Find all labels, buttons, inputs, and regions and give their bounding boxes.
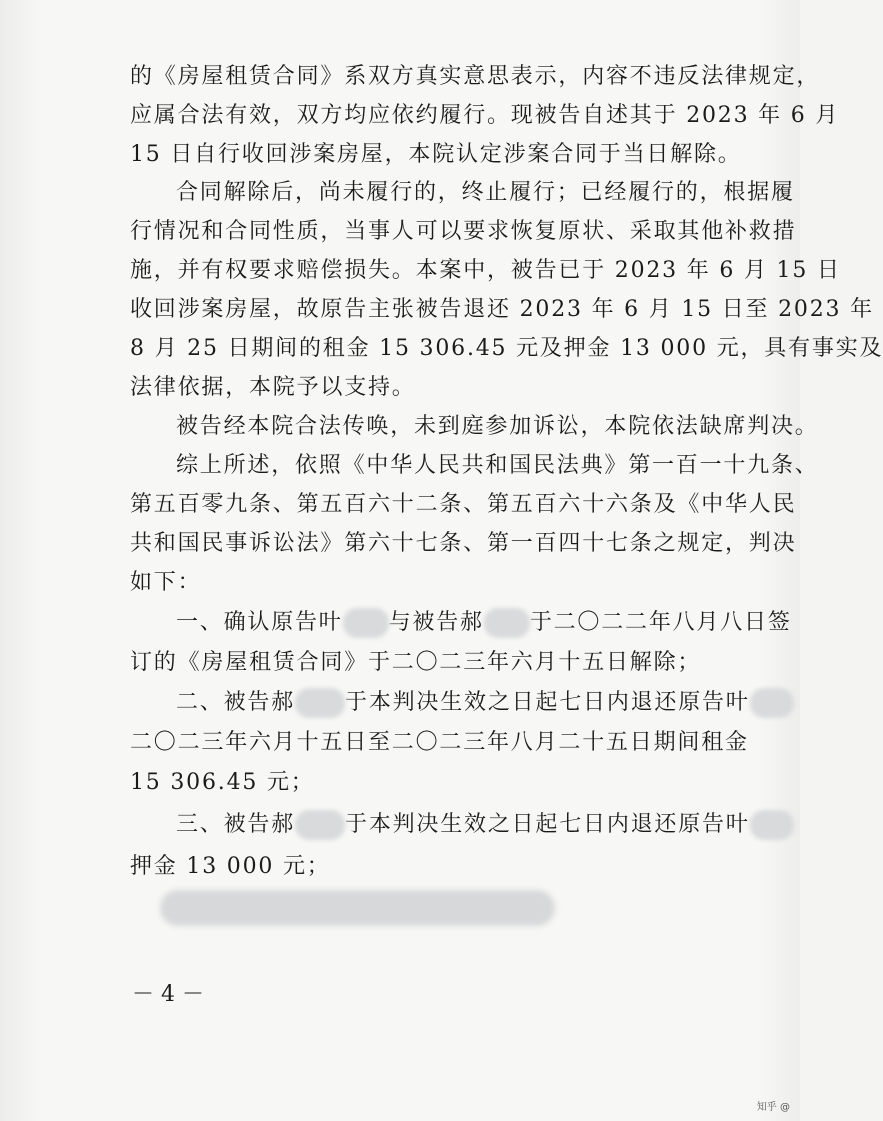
redacted-name — [750, 810, 794, 840]
item3-text-b: 于本判决生效之日起七日内退还原告叶 — [345, 812, 750, 837]
watermark: 知乎 @ — [756, 1102, 790, 1113]
item1-text-a: 一、确认原告叶 — [176, 610, 343, 635]
redacted-name — [343, 608, 389, 638]
judgment-item-1 — [176, 608, 792, 638]
item1-text-c: 于二〇二二年八月八日签 — [529, 610, 792, 635]
text-line: 应属合法有效，双方均应依约履行。现被告自述其于 2023 年 6 月 — [130, 103, 840, 128]
text-line: 15 日自行收回涉案房屋，本院认定涉案合同于当日解除。 — [130, 142, 742, 167]
redacted-name — [484, 608, 530, 638]
redacted-name — [295, 810, 345, 840]
judgment-item-3 — [176, 810, 750, 840]
paragraph-start-line: 综上所述，依照《中华人民共和国民法典》第一百一十九条、 — [176, 453, 819, 478]
judgment-item-2 — [176, 688, 750, 718]
redacted-name — [295, 688, 345, 718]
text-line: 15 306.45 元； — [130, 770, 315, 795]
text-line: 押金 13 000 元； — [130, 854, 331, 879]
text-line: 如下： — [130, 570, 202, 595]
paragraph-start-line: 合同解除后，尚未履行的，终止履行；已经履行的，根据履 — [176, 180, 795, 205]
text-line: 8 月 25 日期间的租金 15 306.45 元及押金 13 000 元，具有事实及 — [130, 336, 883, 361]
redacted-line — [160, 890, 555, 926]
text-line: 行情况和合同性质，当事人可以要求恢复原状、采取其他补救措 — [130, 219, 797, 244]
paragraph-start-line: 被告经本院合法传唤，未到庭参加诉讼，本院依法缺席判决。 — [176, 414, 819, 439]
text-line: 施，并有权要求赔偿损失。本案中，被告已于 2023 年 6 月 15 日 — [130, 258, 841, 283]
text-line: 订的《房屋租赁合同》于二〇二三年六月十五日解除； — [130, 650, 702, 675]
page-number: － 4 － — [132, 982, 204, 1007]
text-line: 二〇二三年六月十五日至二〇二三年八月二十五日期间租金 — [130, 730, 749, 755]
item1-text-b: 与被告郝 — [388, 610, 484, 635]
text-line: 法律依据，本院予以支持。 — [130, 375, 416, 400]
text-line: 的《房屋租赁合同》系双方真实意思表示，内容不违反法律规定， — [130, 64, 821, 89]
redacted-name — [750, 688, 794, 718]
item3-text-a: 三、被告郝 — [176, 812, 296, 837]
text-line: 第五百零九条、第五百六十二条、第五百六十六条及《中华人民 — [130, 492, 797, 517]
item2-text-b: 于本判决生效之日起七日内退还原告叶 — [345, 690, 750, 715]
text-line: 共和国民事诉讼法》第六十七条、第一百四十七条之规定，判决 — [130, 531, 797, 556]
text-line: 收回涉案房屋，故原告主张被告退还 2023 年 6 月 15 日至 2023 年 — [130, 297, 874, 322]
item2-text-a: 二、被告郝 — [176, 690, 296, 715]
